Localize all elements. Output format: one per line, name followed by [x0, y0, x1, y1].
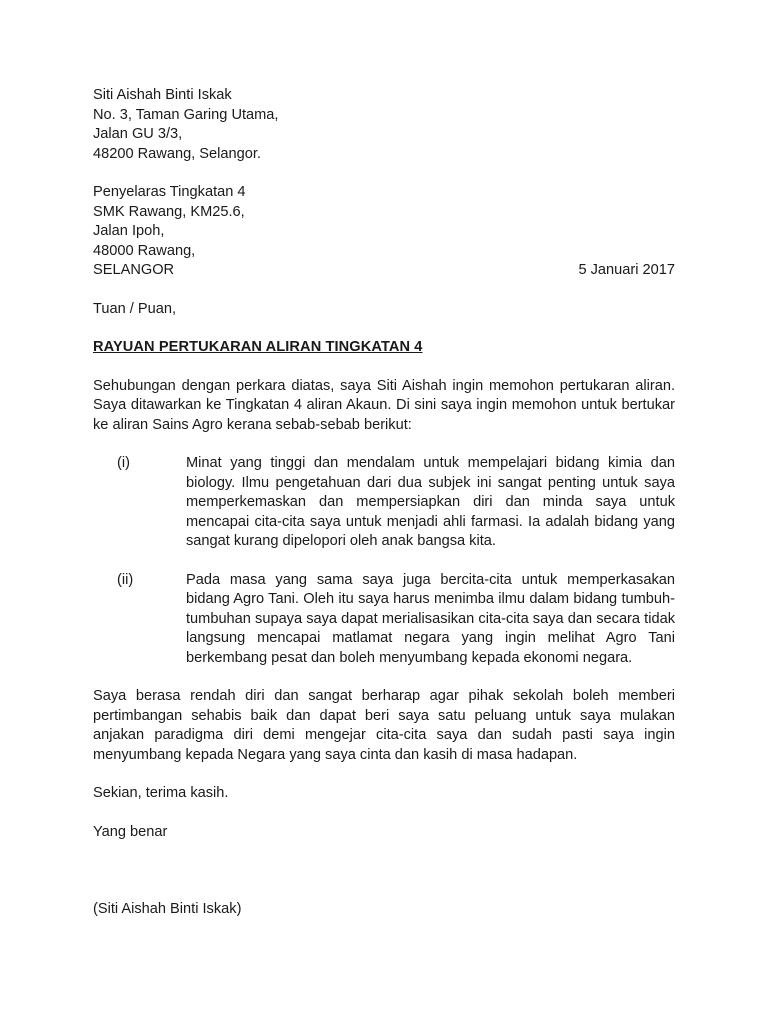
sender-address-line-2: Jalan GU 3/3, — [93, 126, 183, 142]
reason-text-1: Minat yang tinggi dan mendalam untuk mempelajari bidang kimia dan biology. Ilmu pengetahuan dari dua subjek ini sangat penting untuk saya memperkemaskan dan mempersiapkan diri dan minda saya untuk mencapai cita-cita saya untuk menjadi ahli farmasi. Ia adalah bidang yang sangat kurang dipelopori oleh anak bangsa kita. — [186, 455, 675, 549]
reason-item-2 — [93, 571, 675, 669]
thanks-line: Sekian, terima kasih. — [93, 785, 229, 801]
reason-number-2: (ii) — [117, 571, 134, 588]
signoff-line: Yang benar — [93, 823, 168, 840]
recipient-address — [93, 183, 675, 281]
sender-address-line-1: No. 3, Taman Garing Utama, — [93, 106, 279, 123]
recipient-line-5: SELANGOR — [93, 262, 175, 278]
sender-name: Siti Aishah Binti Iskak — [93, 87, 232, 103]
intro-paragraph: Sehubungan dengan perkara diatas, saya Siti Aishah ingin memohon pertukaran aliran. Saya ditawarkan ke Tingkatan 4 aliran Akaun. Di sini saya ingin memohon untuk bertukar ke aliran Sains Agro kerana sebab-sebab berikut: — [93, 377, 675, 433]
signature-name: (Siti Aishah Binti Iskak) — [93, 901, 242, 917]
letter-date: 5 Januari 2017 — [578, 262, 675, 278]
salutation: Tuan / Puan, — [93, 300, 177, 317]
recipient-line-4: 48000 Rawang, — [93, 242, 196, 259]
reason-number-1: (i) — [117, 455, 130, 471]
letter-subject: RAYUAN PERTUKARAN ALIRAN TINGKATAN 4 — [93, 339, 423, 355]
letter-page — [93, 86, 675, 920]
recipient-line-1: Penyelaras Tingkatan 4 — [93, 184, 246, 200]
reason-item-1 — [93, 454, 675, 552]
reason-text-2: Pada masa yang sama saya juga bercita-cita untuk memperkasakan bidang Agro Tani. Oleh itu saya harus menimba ilmu dalam bidang tumbuh-tumbuhan supaya saya dapat merialisasikan cita-cita saya dan secara tidak langsung mencapai matlamat negara yang ingin melihat Agro Tani berkembang pesat dan boleh menyumbang kepada ekonomi negara. — [186, 571, 675, 666]
sender-address-line-3: 48200 Rawang, Selangor. — [93, 145, 261, 162]
recipient-date-row — [93, 261, 675, 281]
closing-paragraph: Saya berasa rendah diri dan sangat berharap agar pihak sekolah boleh memberi pertimbangan sehabis baik dan dapat beri saya satu peluang untuk saya mulakan anjakan paradigma diri demi mengejar cita-cita saya dan sudah pasti saya ingin menyumbang kepada Negara yang saya cinta dan kasih di masa hadapan. — [93, 688, 675, 763]
sender-address — [93, 86, 675, 164]
recipient-line-3: Jalan Ipoh, — [93, 223, 165, 239]
recipient-line-2: SMK Rawang, KM25.6, — [93, 203, 245, 220]
